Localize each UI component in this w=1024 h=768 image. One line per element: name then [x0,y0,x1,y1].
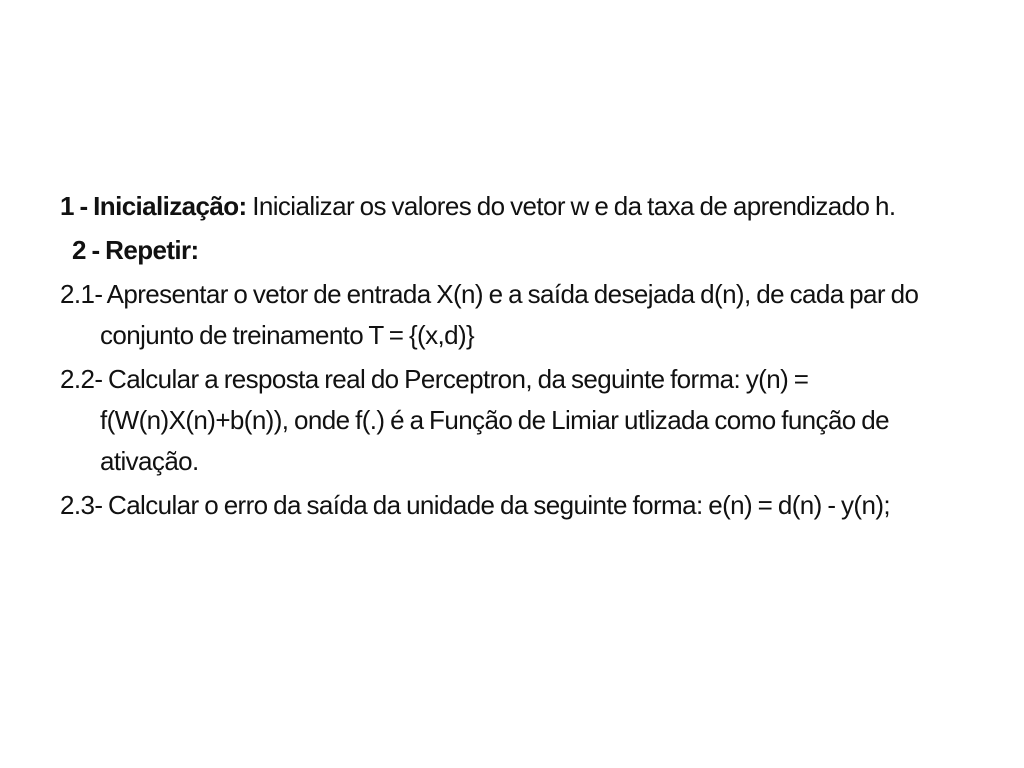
step-2-repeat [60,230,960,271]
step-2-3-compute-error [60,485,960,526]
step-2-heading: 2 - Repetir: [72,235,199,265]
step-2-1-present-input [60,274,960,356]
step-2-1-text: 2.1- Apresentar o vetor de entrada X(n) e a saída desejada d(n), de cada par do conjunto de treinamento T = {(x,d)} [60,279,919,350]
step-2-3-text: 2.3- Calcular o erro da saída da unidade da seguinte forma: e(n) = d(n) - y(n); [60,490,891,520]
slide-body [60,186,960,529]
step-1-initialization [60,186,960,227]
step-2-2-text: 2.2- Calcular a resposta real do Perceptron, da seguinte forma: y(n) = f(W(n)X(n)+b(n)), onde f(.) é a Função de Limiar utlizada como função de ativação. [60,364,890,476]
step-1-text: Inicializar os valores do vetor w e da taxa de aprendizado h. [246,191,896,221]
step-2-2-compute-output [60,359,960,482]
step-1-heading: 1 - Inicialização: [60,191,247,221]
